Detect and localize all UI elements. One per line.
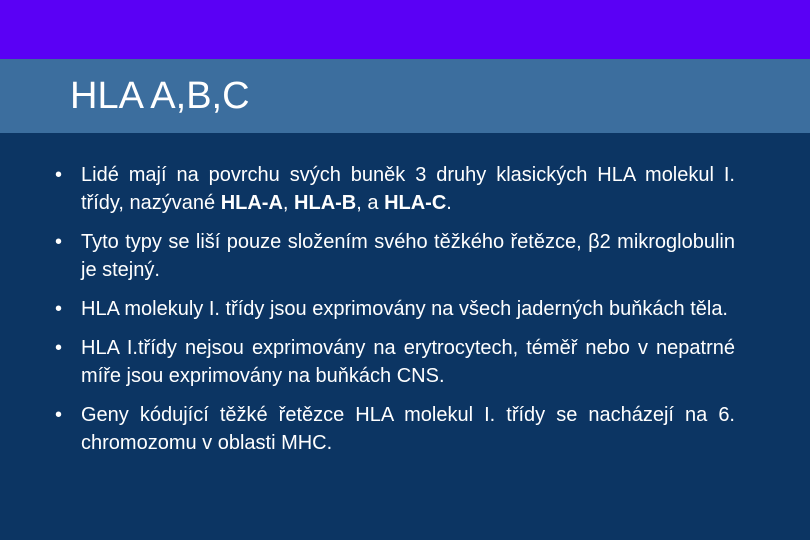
bullet-item — [55, 295, 735, 323]
bullet-item — [55, 228, 735, 284]
title-band — [0, 59, 810, 133]
bullet-item — [55, 401, 735, 457]
bullet-text: HLA molekuly I. třídy jsou exprimovány na všech jaderných buňkách těla. — [81, 298, 728, 320]
bullet-item — [55, 161, 735, 217]
top-color-band — [0, 0, 810, 59]
bullet-text-part: Lidé mají na povrchu svých buněk 3 druhy klasických HLA molekul I. třídy, nazývané — [81, 164, 735, 214]
bullet-icon: • — [55, 231, 63, 253]
bullet-list — [55, 161, 735, 468]
bullet-bold-term: HLA-B — [294, 192, 357, 214]
slide-title: HLA A,B,C — [70, 75, 250, 117]
slide-content — [0, 133, 810, 540]
bullet-icon: • — [55, 404, 63, 426]
bullet-bold-term: HLA-C — [384, 192, 447, 214]
bullet-text-part: . — [446, 192, 452, 214]
bullet-icon: • — [55, 337, 63, 359]
bullet-text-part: , a — [356, 192, 385, 214]
bullet-item — [55, 334, 735, 390]
bullet-text: HLA I.třídy nejsou exprimovány na erytrocytech, téměř nebo v nepatrné míře jsou exprimovány na buňkách CNS. — [81, 337, 735, 387]
bullet-text: Tyto typy se liší pouze složením svého těžkého řetězce, β2 mikroglobulin je stejný. — [81, 231, 735, 281]
bullet-bold-term: HLA-A — [220, 192, 283, 214]
bullet-icon: • — [55, 298, 63, 320]
bullet-text-part: , — [282, 192, 295, 214]
bullet-text: Geny kódující těžké řetězce HLA molekul I. třídy se nacházejí na 6. chromozomu v oblasti MHC. — [81, 404, 735, 454]
bullet-icon: • — [55, 164, 63, 186]
